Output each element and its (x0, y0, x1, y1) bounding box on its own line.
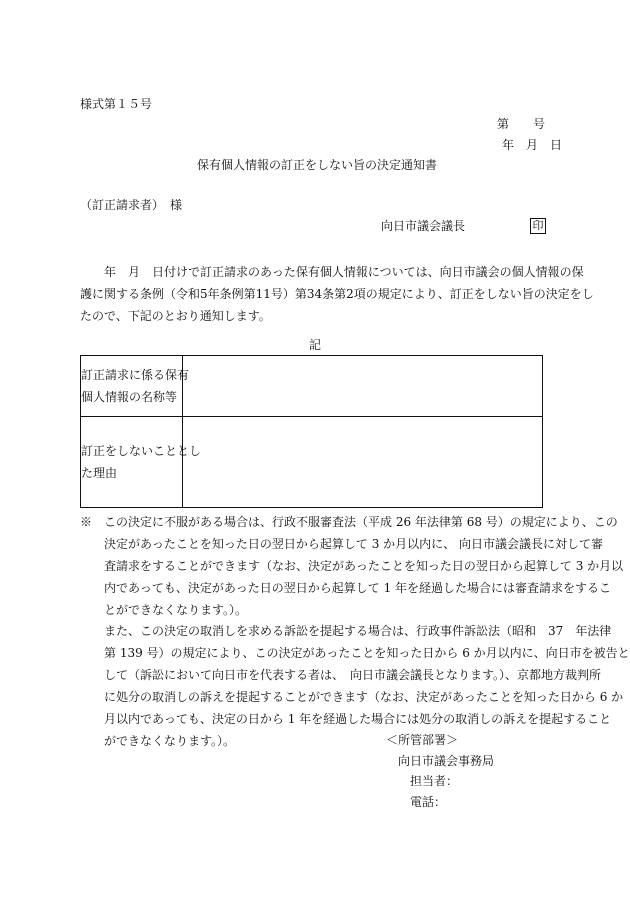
document-number: 第 号 (497, 117, 546, 131)
form-number: 様式第１５号 (80, 97, 153, 111)
body-line: たので、下記のとおり通知します。 (80, 309, 271, 323)
table-row (81, 417, 543, 508)
table-label-line: 訂正をしないこととし (81, 444, 202, 458)
body-line: 護に関する条例（令和5年条例第11号）第34条第2項の規定により、訂正をしない旨の決定をし (80, 287, 594, 301)
contact-person-label: 担当者： (410, 774, 459, 788)
body-line: 年 月 日付けで訂正請求のあった保有個人情報については、向日市議会の個人情報の保 (80, 265, 584, 279)
contact-header: ＜所管部署＞ (386, 733, 459, 747)
note-line: 決定があったことを知った日の翌日から起算して 3 か月以内に、 向日市議会議長に対して審 (80, 537, 603, 551)
table-row (81, 356, 543, 417)
table-label-line: 個人情報の名称等 (81, 390, 178, 404)
document-title: 保有個人情報の訂正をしない旨の決定通知書 (197, 158, 438, 172)
detail-table (80, 355, 543, 508)
objection-note (80, 511, 624, 621)
note-line: とができなくなります。）。 (80, 603, 248, 617)
note-line: 第 139 号）の規定により、この決定があったことを知った日から 6 か月以内に、向日市を被告と (80, 646, 630, 660)
table-label-line: 訂正請求に係る保有 (81, 368, 190, 382)
contact-department: 向日市議会事務局 (398, 754, 495, 768)
table-label-cell (81, 356, 190, 417)
table-label-cell (81, 417, 202, 508)
seal-mark: 印 (530, 218, 546, 234)
table-value-cell (183, 417, 543, 508)
note-line: ができなくなります。）。 (80, 734, 236, 748)
contact-phone-label: 電話： (410, 795, 447, 809)
body-paragraph (80, 261, 594, 327)
note-line: 内であっても、決定があった日の翌日から起算して 1 年を経過した場合には審査請求をするこ (80, 581, 612, 595)
table-value-cell (183, 356, 543, 417)
note-line: して（訴訟において向日市を代表する者は、 向日市議会議長となります。）、京都地方裁判所 (80, 668, 602, 682)
note-line: また、この決定の取消しを求める訴訟を提起する場合は、行政事件訴訟法（昭和 37 年法律 (80, 624, 612, 638)
addressee: （訂正請求者） 様 (80, 198, 183, 212)
document-date: 年 月 日 (502, 138, 563, 152)
note-line: ※ この決定に不服がある場合は、行政不服審査法（平成 26 年法律第 68 号）の規定により、この (80, 515, 618, 529)
table-label-line: た理由 (81, 466, 118, 480)
note-line: 査請求をすることができます（なお、決定があったことを知った日の翌日から起算して 3 か月以 (80, 559, 624, 573)
lawsuit-note (80, 620, 630, 752)
ki-heading: 記 (309, 338, 322, 352)
sender: 向日市議会議長 (381, 219, 466, 233)
note-line: 月以内であっても、決定の日から 1 年を経過した場合には処分の取消しの訴えを提起すること (80, 712, 612, 726)
note-line: に処分の取消しの訴えを提起することができます（なお、決定があったことを知った日から 6 か (80, 690, 624, 704)
